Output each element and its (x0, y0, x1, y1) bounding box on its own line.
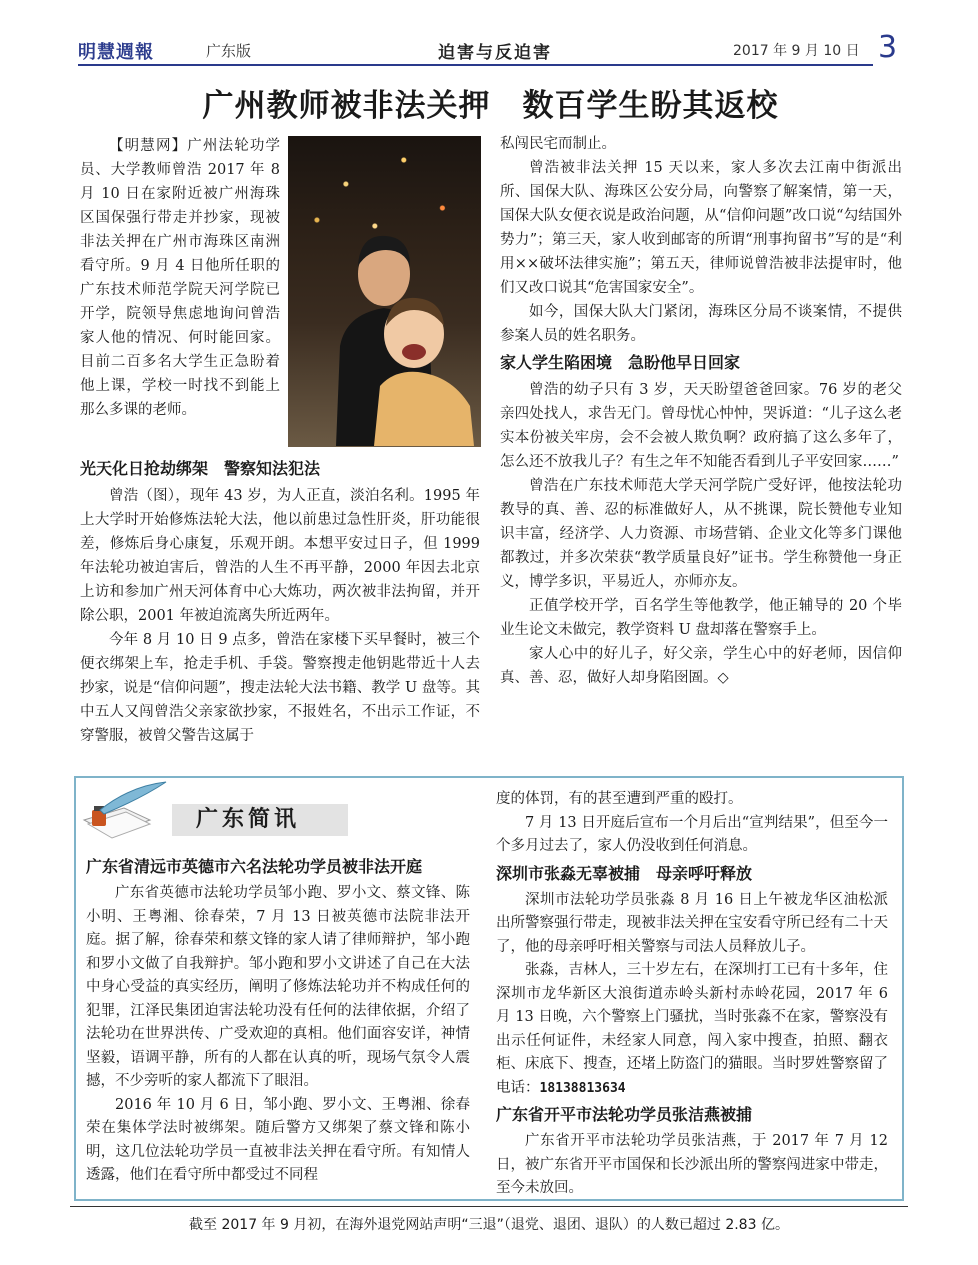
brief-paragraph: 7 月 13 日开庭后宣布一个月后出“宣判结果”，但至今一个多月过去了，家人仍没收到任何消息。 (496, 814, 888, 854)
page-number: 3 (878, 30, 898, 65)
teacher-photo (288, 136, 481, 447)
article-paragraph: 曾浩（图），现年 43 岁，为人正直，淡泊名利。1995 年上大学时开始修炼法轮大法，他以前患过急性肝炎，肝功能很差，修炼后身心康复，乐观开朗。本想平安过日子，但 1999 年法轮功被迫害后，曾浩的人生不再平静，2000 年因去北京上访和参加广州天河体育中心大炼功，两次被非法拘留，并开除公职，2001 年被迫流离失所近两年。 (80, 488, 480, 624)
briefs-left-column (86, 852, 470, 1188)
article-paragraph: 如今，国保大队大门紧闭，海珠区分局不谈案情，不提供参案人员的姓名职务。 (500, 304, 902, 344)
phone-number: 18138813634 (539, 1080, 626, 1096)
brief-title-1: 广东省清远市英德市六名法轮功学员被非法开庭 (86, 857, 423, 876)
article-paragraph: 私闯民宅而制止。 (500, 136, 616, 152)
brief-paragraph: 度的体罚，有的甚至遭到严重的殴打。 (496, 791, 743, 807)
article-right-column (500, 132, 902, 690)
article-subhead-1: 光天化日抢劫绑架 警察知法犯法 (80, 459, 321, 478)
article-paragraph: 曾浩的幼子只有 3 岁，天天盼望爸爸回家。76 岁的老父亲四处找人，求告无门。曾母忧心忡忡，哭诉道：“儿子这么老实本份被关牢房，会不会被人欺负啊？政府搞了这么多年了，怎么还不放我儿子？有生之年不知能否看到儿子平安回家……” (500, 382, 902, 470)
article-paragraph: 曾浩被非法关押 15 天以来，家人多次去江南中街派出所、国保大队、海珠区公安分局，向警察了解案情，第一天，国保大队女便衣说是政治问题，从“信仰问题”改口说“勾结国外势力”；第三天，家人收到邮寄的所谓“刑事拘留书”写的是“利用××破坏法律实施”；第五天，律师说曾浩被非法提审时，他们又改口说其“危害国家安全”。 (500, 160, 902, 296)
brief-paragraph: 2016 年 10 月 6 日，邹小跑、罗小文、王粤湘、徐春荣在集体学法时被绑架。随后警方又绑架了蔡文锋和陈小明，这几位法轮功学员一直被非法关押在看守所。有知情人透露，他们在看守所中都受过不同程 (86, 1096, 470, 1183)
article-lead: 【明慧网】广州法轮功学员、大学教师曾浩 2017 年 8 月 10 日在家附近被广州海珠区国保强行带走并抄家，现被非法关押在广州市海珠区南洲看守所。9 月 4 日他所任职的广东技术师范学院天河学院已开学，院领导焦虑地询问曾浩家人他的情况、何时能回家。目前二百多名大学生正急盼着他上课，学校一时找不到能上那么多课的老师。 (80, 138, 280, 418)
article-left-column (80, 454, 480, 748)
quill-pen-icon (80, 780, 170, 842)
page-header (78, 30, 903, 66)
section-title: 迫害与反迫害 (438, 43, 552, 63)
footer-note: 截至 2017 年 9 月初，在海外退党网站声明“三退”（退党、退团、退队）的人数已超过 2.83 亿。 (189, 1217, 789, 1233)
brief-paragraph: 广东省英德市法轮功学员邹小跑、罗小文、蔡文锋、陈小明、王粤湘、徐春荣，7 月 13 日被英德市法院非法开庭。据了解，徐春荣和蔡文锋的家人请了律师辩护，邹小跑和罗小文做了自我辩护。邹小跑和罗小文讲述了自己在大法中身心受益的真实经历，阐明了修炼法轮功并不构成任何的犯罪，江泽民集团迫害法轮功没有任何的法律依据，介绍了法轮功在世界洪传、广受欢迎的真相。他们面容安详，神情坚毅，语调平静，所有的人都在认真的听，现场气氛令人震撼，不少旁听的家人都流下了眼泪。 (86, 885, 470, 1089)
main-headline: 广州教师被非法关押 数百学生盼其返校 (202, 88, 779, 124)
child-figure (374, 286, 474, 446)
edition-label: 广东版 (206, 42, 252, 60)
brief-paragraph (496, 959, 888, 1100)
article-paragraph: 家人心中的好儿子，好父亲，学生心中的好老师，因信仰真、善、忍，做好人却身陷囹圄。◇ (500, 646, 902, 686)
header-rule (78, 64, 873, 66)
article-subhead-2: 家人学生陷困境 急盼他早日回家 (500, 353, 741, 372)
article-paragraph: 正值学校开学，百名学生等他教学，他正辅导的 20 个毕业生论文未做完，教学资料 U 盘却落在警察手上。 (500, 598, 902, 638)
briefs-title: 广东简讯 (172, 804, 348, 836)
brief-text: 张淼，吉林人，三十岁左右，在深圳打工已有十多年，住深圳市龙华新区大浪街道赤岭头新村赤岭花园，2017 年 6 月 13 日晚，六个警察上门骚扰，当时张淼不在家，警察没有出示任何证件，未经家人同意，闯入家中搜查，拍照、翻衣柜、床底下、搜查，还堵上防盗门的猫眼。当时罗姓警察留了电话： (496, 962, 888, 1096)
issue-date: 2017 年 9 月 10 日 (733, 43, 860, 59)
masthead: 明慧週報 (78, 42, 154, 63)
article-paragraph: 今年 8 月 10 日 9 点多，曾浩在家楼下买早餐时，被三个便衣绑架上车，抢走手机、手袋。警察搜走他钥匙带近十人去抄家，说是“信仰问题”，搜走法轮大法书籍、教学 U 盘等。其中五人又闯曾浩父亲家欲抄家，不报姓名，不出示工作证，不穿警服，被曾父警告这属于 (80, 632, 480, 744)
brief-title-3: 广东省开平市法轮功学员张洁燕被捕 (496, 1105, 753, 1124)
article-paragraph: 曾浩在广东技术师范大学天河学院广受好评，他按法轮功教导的真、善、忍的标准做好人，从不挑课，院长赞他专业知识丰富，经济学、人力资源、市场营销、企业文化等多门课他都教过，并多次荣获“教学质量良好”证书。学生称赞他一身正义，博学多识，平易近人，亦师亦友。 (500, 478, 902, 590)
brief-title-2: 深圳市张淼无辜被捕 母亲呼吁释放 (496, 863, 753, 883)
footer-rule (70, 1206, 908, 1207)
article-lead-column (80, 134, 280, 422)
brief-paragraph: 广东省开平市法轮功学员张洁燕，于 2017 年 7 月 12 日，被广东省开平市国保和长沙派出所的警察闯进家中带走，至今未放回。 (496, 1133, 888, 1196)
brief-paragraph: 深圳市法轮功学员张淼 8 月 16 日上午被龙华区油松派出所警察强行带走，现被非法关押在宝安看守所已经有二十天了，他的母亲呼吁相关警察与司法人员释放儿子。 (496, 891, 888, 955)
briefs-right-column (496, 788, 888, 1201)
